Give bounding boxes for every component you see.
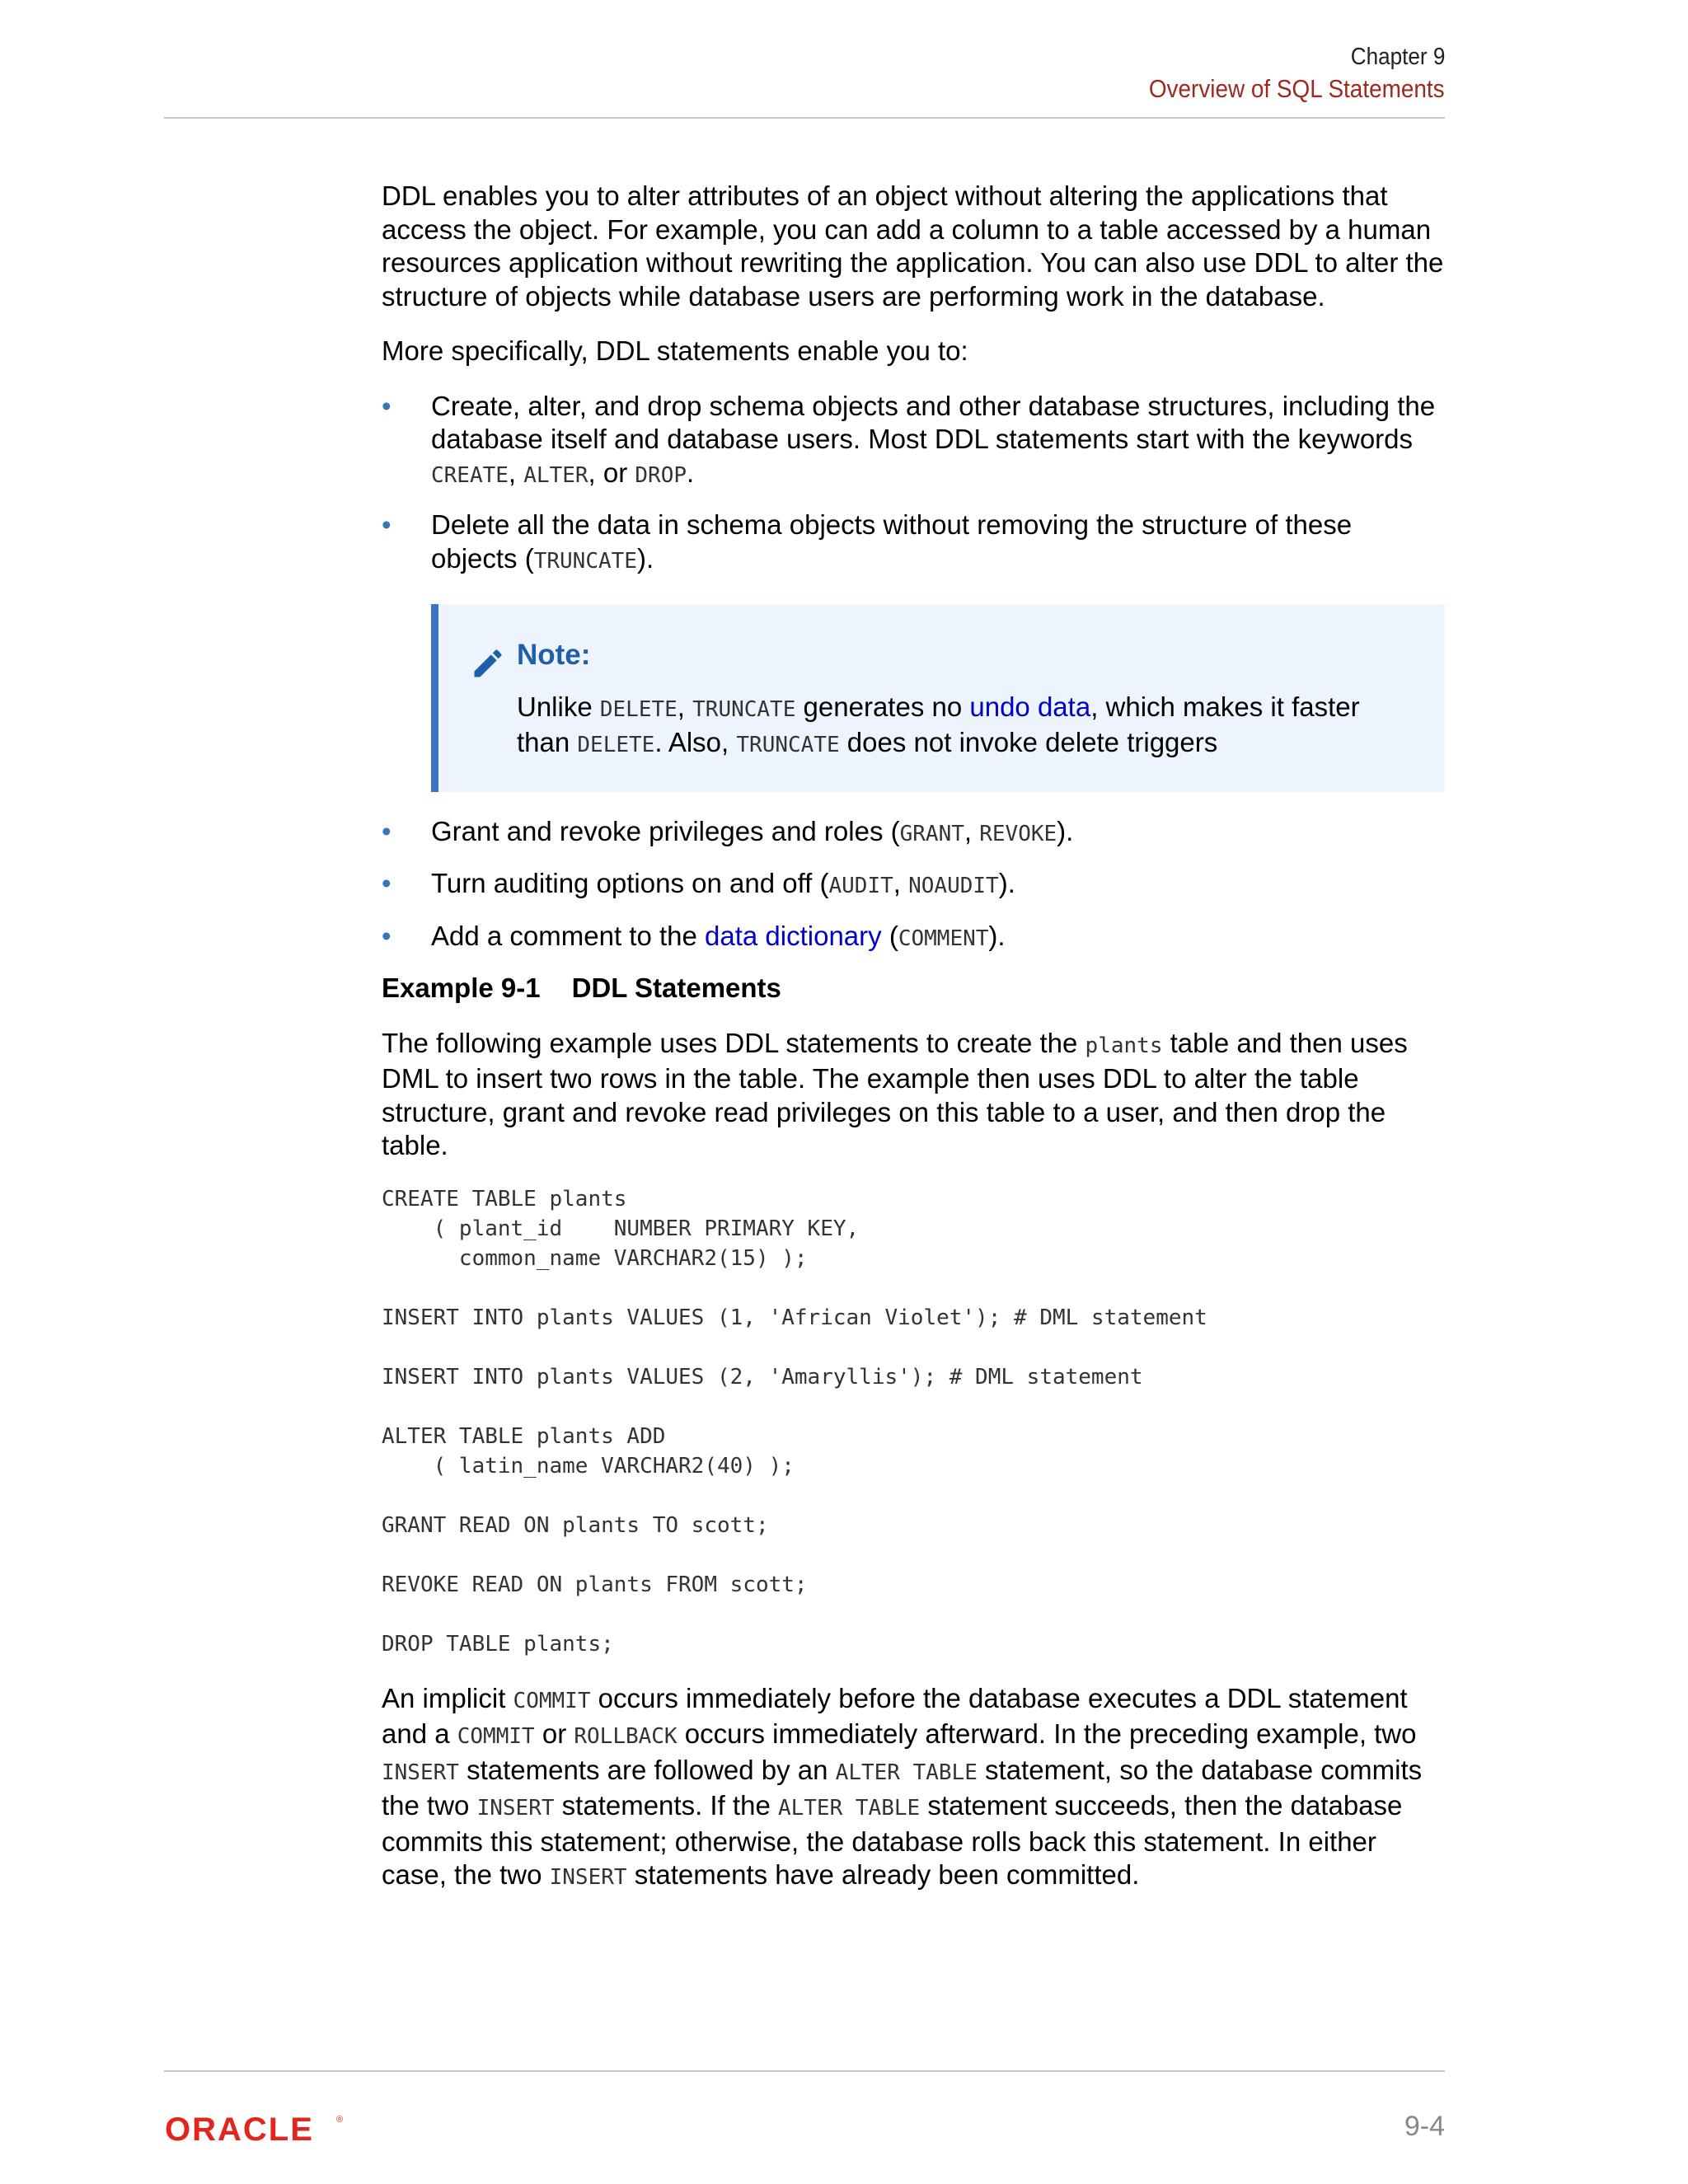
bullet-icon: • bbox=[382, 390, 392, 421]
chapter-label: Chapter 9 bbox=[1350, 44, 1445, 70]
code-keyword: DROP bbox=[635, 462, 687, 488]
code-keyword: plants bbox=[1085, 1033, 1163, 1058]
note-text: Unlike DELETE, TRUNCATE generates no undo data, which makes it faster than DELETE. Also, TRUNCATE does not invoke delete triggers bbox=[517, 691, 1360, 757]
closing-paragraph: An implicit COMMIT occurs immediately before the database executes a DDL statement and a COMMIT or ROLLBACK occurs immediately afterward. In the preceding example, two INSERT statements are followed by an ALTER TABLE statement, so the database commits the two INSERT statements. If the ALTER TABLE statement succeeds, then the database commits this statement; otherwise, the database rolls back this statement. In either case, the two INSERT statements have already been committed. bbox=[382, 1682, 1423, 1890]
code-keyword: AUDIT bbox=[828, 874, 893, 898]
note-box bbox=[431, 604, 1445, 792]
bullet-list bbox=[382, 390, 1445, 579]
code-keyword: DELETE bbox=[577, 733, 655, 757]
code-keyword: INSERT bbox=[382, 1760, 459, 1785]
code-keyword: INSERT bbox=[476, 1796, 555, 1821]
code-keyword: ALTER TABLE bbox=[835, 1760, 978, 1785]
pencil-icon bbox=[470, 645, 506, 682]
code-keyword: COMMENT bbox=[898, 926, 989, 951]
undo-data-link[interactable]: undo data bbox=[969, 691, 1091, 722]
page-number: 9-4 bbox=[1404, 2111, 1445, 2142]
bullet-icon: • bbox=[382, 868, 392, 898]
data-dictionary-link[interactable]: data dictionary bbox=[705, 920, 882, 951]
oracle-logo bbox=[165, 2112, 354, 2145]
chapter-title[interactable]: Overview of SQL Statements bbox=[1149, 74, 1445, 103]
header-divider bbox=[164, 117, 1445, 119]
lead-paragraph: More specifically, DDL statements enable you to: bbox=[382, 335, 968, 366]
example-label: Example 9-1 bbox=[382, 972, 541, 1003]
code-keyword: GRANT bbox=[899, 821, 964, 846]
list-item: • Turn auditing options on and off (AUDIT, NOAUDIT). bbox=[382, 867, 1445, 903]
code-keyword: ALTER bbox=[523, 462, 588, 488]
main-content bbox=[382, 180, 1445, 1916]
code-keyword: CREATE bbox=[431, 462, 509, 488]
list-item: • Grant and revoke privileges and roles (GRANT, REVOKE). bbox=[382, 815, 1445, 851]
code-keyword: COMMIT bbox=[457, 1724, 535, 1749]
bullet-icon: • bbox=[382, 509, 392, 540]
code-keyword: REVOKE bbox=[979, 821, 1057, 846]
example-description: The following example uses DDL statements to create the plants table and then uses DML to insert two rows in the table. The example then uses DDL to alter the table structure, grant and revoke read privileges on this table to a user, and then drop the table. bbox=[382, 1027, 1408, 1160]
code-keyword: DELETE bbox=[599, 696, 678, 722]
example-title: DDL Statements bbox=[571, 972, 781, 1003]
example-heading bbox=[382, 972, 1445, 1005]
code-keyword: TRUNCATE bbox=[533, 548, 637, 574]
list-item: • Delete all the data in schema objects without removing the structure of these objects (TRUNCATE). bbox=[382, 509, 1353, 574]
code-keyword: COMMIT bbox=[513, 1688, 591, 1713]
footer-divider bbox=[164, 2070, 1445, 2072]
code-keyword: NOAUDIT bbox=[908, 874, 999, 898]
list-item: • Create, alter, and drop schema objects and other database structures, including the database itself and database users. Most DDL statements start with the keywords CREATE, ALTER, or DROP. bbox=[382, 390, 1436, 488]
intro-paragraph: DDL enables you to alter attributes of an object without altering the applications that access the object. For example, you can add a column to a table accessed by a human resources application without rewriting the application. You can also use DDL to alter the structure of objects while database users are performing work in the database. bbox=[382, 180, 1444, 312]
bullet-icon: • bbox=[382, 920, 392, 951]
code-keyword: INSERT bbox=[549, 1865, 627, 1890]
code-keyword: TRUNCATE bbox=[736, 733, 840, 757]
bullet-list bbox=[382, 815, 1445, 956]
code-keyword: ROLLBACK bbox=[574, 1724, 678, 1749]
note-title: Note: bbox=[517, 639, 591, 671]
svg-text:®: ® bbox=[336, 2115, 344, 2125]
oracle-logo-text: ORACLE bbox=[165, 2112, 314, 2145]
bullet-icon: • bbox=[382, 815, 392, 846]
code-keyword: ALTER TABLE bbox=[777, 1796, 921, 1821]
code-keyword: TRUNCATE bbox=[692, 696, 796, 722]
code-block: CREATE TABLE plants ( plant_id NUMBER PRIMARY KEY, common_name VARCHAR2(15) ); INSERT INTO plants VALUES (1, 'African Violet'); # DML statement INSERT INTO plants VALUES (2, 'Amaryllis'); # DML statement ALTER TABLE plants ADD ( latin_name VARCHAR2(40) ); GRANT READ ON plants TO scott; REVOKE READ ON plants FROM scott; DROP TABLE plants; bbox=[382, 1186, 1207, 1657]
list-item: • Add a comment to the data dictionary (COMMENT). bbox=[382, 920, 1445, 956]
